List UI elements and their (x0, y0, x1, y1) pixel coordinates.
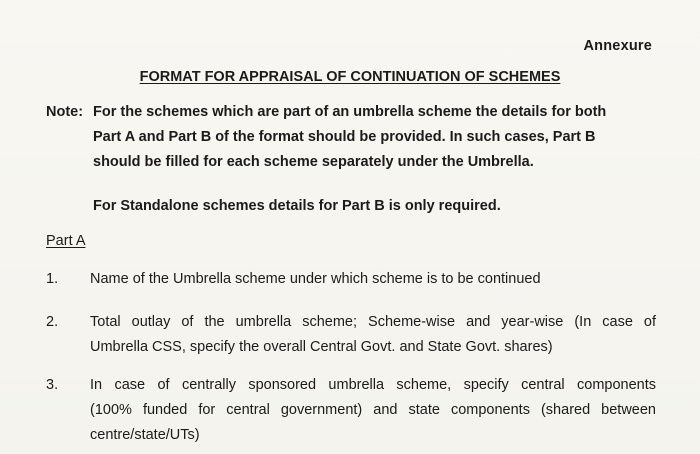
note-label: Note: (46, 104, 84, 120)
note-body (93, 100, 666, 175)
note-line: For the schemes which are part of an umbrella scheme the details for both (93, 104, 607, 120)
list-item (46, 373, 656, 448)
item-number: 1. (46, 271, 59, 287)
list-item (46, 267, 656, 292)
standalone-note: For Standalone schemes details for Part B is only required. (93, 198, 501, 214)
note-block (46, 100, 666, 175)
item-line: In case of centrally sponsored umbrella scheme, specify central components (90, 377, 656, 393)
item-line: (100% funded for central government) and state components (shared between (90, 402, 656, 418)
item-line: Umbrella CSS, specify the overall Central Govt. and State Govt. shares) (90, 339, 553, 355)
item-line: centre/state/UTs) (90, 427, 200, 443)
item-text (90, 267, 656, 292)
item-text (90, 373, 656, 448)
note-line: should be filled for each scheme separately under the Umbrella. (93, 154, 534, 170)
part-a-heading: Part A (46, 233, 86, 249)
item-line: Name of the Umbrella scheme under which scheme is to be continued (90, 271, 541, 287)
note-line: Part A and Part B of the format should be provided. In such cases, Part B (93, 129, 596, 145)
list-item (46, 310, 656, 360)
item-number: 2. (46, 314, 59, 330)
annexure-label: Annexure (583, 38, 652, 54)
document-title: FORMAT FOR APPRAISAL OF CONTINUATION OF SCHEMES (139, 69, 561, 85)
item-line: Total outlay of the umbrella scheme; Scheme-wise and year-wise (In case of (90, 314, 656, 330)
item-text (90, 310, 656, 360)
item-number: 3. (46, 377, 59, 393)
